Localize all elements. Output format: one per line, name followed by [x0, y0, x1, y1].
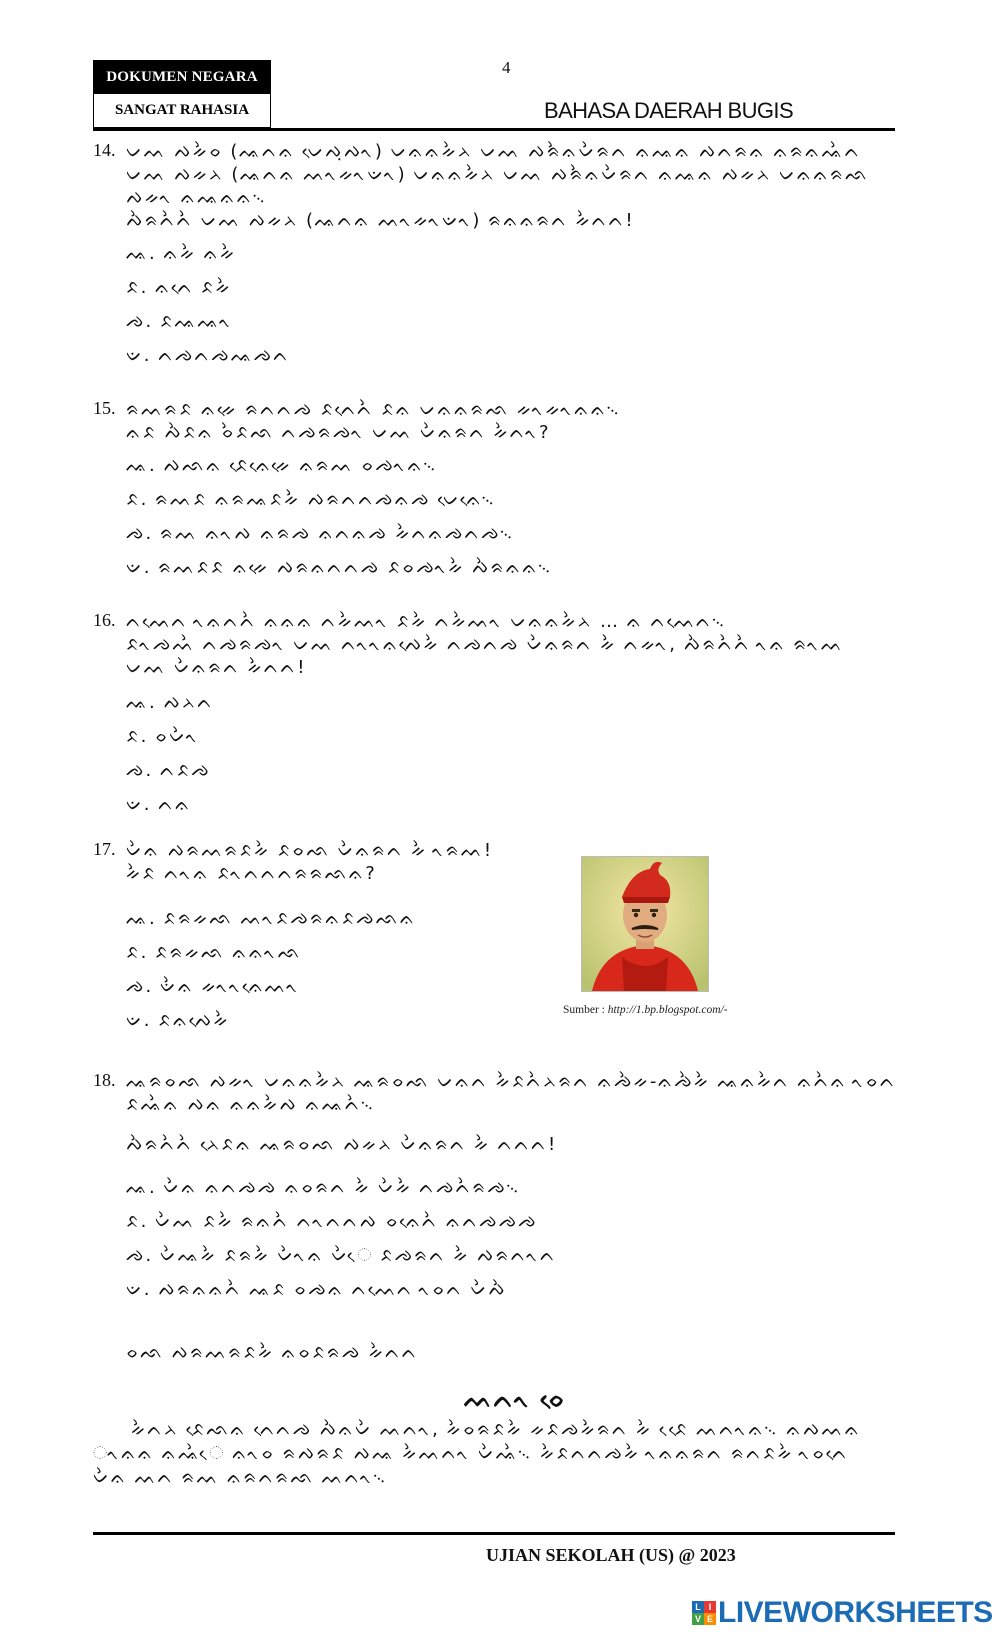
- option-c[interactable]: ᨌ. ᨅᨕᨕᨚ: [126, 311, 233, 332]
- question-text: [126, 140, 916, 232]
- option-c[interactable]: ᨌ. ᨉᨛᨊ ᨀᨚᨚᨊᨙᨓᨚ: [126, 976, 301, 997]
- option-b[interactable]: ᨅ. ᨔᨆᨛᨚ: [126, 726, 200, 747]
- option-b[interactable]: ᨅ. ᨅᨑᨀᨒ ᨊᨊᨚᨒ: [126, 942, 302, 963]
- option-c[interactable]: ᨌ. ᨑᨓ ᨊᨚᨄ ᨊᨑᨌ ᨊᨈᨊᨌ ᨀᨛᨈᨊᨌᨈᨌ᨞: [126, 523, 515, 544]
- reading-line: ᨆᨛᨊ ᨓᨈ ᨑᨓ ᨊᨑᨈᨑᨒ ᨓᨈᨚ᨞: [93, 1467, 388, 1488]
- option-c[interactable]: ᨌ. ᨆᨛᨕᨀᨛ ᨅᨑᨀᨛ ᨆᨛᨚᨊ ᨆᨛᨙ ᨅᨌᨑᨈ ᨀᨛ ᨄᨑᨈᨚᨈ: [126, 1245, 557, 1266]
- question-number: 16.: [93, 610, 116, 630]
- logo-letter: E: [704, 1613, 716, 1625]
- question-text: [126, 398, 916, 444]
- question-number: 14.: [93, 140, 116, 160]
- logo-letter: I: [704, 1601, 716, 1613]
- caption-label: Sumber :: [563, 1004, 605, 1016]
- reading-title: ᨓᨈᨚ ᨔᨙ: [464, 1385, 566, 1413]
- exam-label: UJIAN SEKOLAH (US) @ 2023: [486, 1545, 736, 1565]
- secrecy-label: SANGAT RAHASIA: [94, 94, 270, 127]
- option-a[interactable]: ᨕ. ᨄᨂᨈ: [126, 692, 215, 713]
- question-line: ᨄᨛᨑᨈᨛᨈᨛ ᨂᨙᨅᨊ ᨕᨑᨔᨒ ᨄᨀᨂ ᨆᨛᨊᨑᨈ ᨀᨛ ᨈᨈᨈ!: [126, 1134, 557, 1155]
- question-line: ᨆᨛᨊ ᨄᨑᨓᨑᨅᨀᨛ ᨅᨔᨒ ᨆᨛᨊᨑᨈ ᨀᨛ ᨚᨑᨓ!: [126, 840, 493, 861]
- question-line: ᨆᨓ ᨆᨛᨊᨑᨈ ᨀᨛᨈᨈ!: [126, 657, 307, 678]
- question-line: ᨑᨓᨑᨅ ᨊᨀᨙ ᨑᨈᨈᨌ ᨅᨈᨙᨈᨛ ᨅᨊ ᨆᨊᨊᨑᨒ ᨀᨚᨀᨚᨊᨊ᨞: [126, 399, 622, 420]
- option-a[interactable]: ᨕ. ᨊᨀᨛ ᨊᨀᨛ: [126, 243, 237, 264]
- question-line: ᨀᨛᨅ ᨈᨚᨊ ᨅᨚᨈᨈᨈᨑᨑᨒᨊ?: [126, 863, 377, 884]
- question-number: 18.: [93, 1070, 116, 1090]
- question-line: ᨅᨕᨛᨊ ᨄᨊ ᨊᨊᨀᨛᨄ ᨊᨕᨈᨛ᨞: [126, 1094, 376, 1115]
- liveworksheets-logo-icon: [692, 1601, 716, 1625]
- question-number: 15.: [93, 398, 116, 418]
- question-line: ᨄᨛᨑᨈᨛᨈᨛ ᨆᨓ ᨄᨀᨂ (ᨕᨈᨊ ᨓᨚᨀᨚᨉᨚ) ᨑᨊᨊᨑᨈ ᨀᨛᨈᨈ!: [126, 210, 635, 231]
- hero-portrait-image: [581, 856, 709, 992]
- caption-url[interactable]: http://1.bp.blogspot.com/-: [607, 1004, 728, 1016]
- question-line: ᨆᨓ ᨄᨀᨛᨔ (ᨕᨈᨊ ᨆᨙᨄᨘᨄᨚ) ᨆᨊᨊᨀᨛᨂ ᨆᨓ ᨄᨑᨛᨊᨆᨛᨑᨈ ᨊᨕᨊ ᨄᨈᨑᨊ ᨊᨑᨊᨕᨛᨈ: [126, 141, 862, 162]
- reading-line: ᨀᨛᨈᨂ ᨅᨙᨒᨊ ᨈᨙᨈᨌ ᨄᨛᨊᨆᨛ ᨓᨈᨚ, ᨀᨛᨔᨑᨅᨀᨛ ᨀᨅᨌᨀᨛᨑᨈ ᨀᨛ ᨅᨙᨙ ᨓᨈᨚᨊ᨞ ᨊᨄᨓᨊ: [131, 1419, 862, 1440]
- option-b[interactable]: ᨅ. ᨆᨛᨓ ᨅᨀᨛ ᨑᨊᨈᨛ ᨈᨚᨈᨈᨄ ᨔᨊᨙᨈᨛ ᨊᨈᨌᨌᨌ: [126, 1211, 538, 1232]
- reading-instruction: ᨔᨒ ᨄᨑᨓᨑᨅᨀᨛ ᨊᨔᨅᨑᨌ ᨀᨛᨈᨈ: [126, 1342, 419, 1363]
- question-line: ᨄᨀᨚ ᨊᨕᨊᨊ᨞: [126, 187, 268, 208]
- question-text: [126, 610, 916, 679]
- option-b[interactable]: ᨅ. ᨊᨈᨙ ᨅᨀᨛ: [126, 277, 232, 298]
- question-line-blank: [126, 1116, 916, 1133]
- figure-caption: [563, 1004, 728, 1016]
- logo-letter: L: [692, 1601, 704, 1613]
- question-line: ᨕᨑᨔᨒ ᨄᨀᨚ ᨆᨊᨊᨀᨛᨂ ᨕᨑᨔᨒ ᨆᨊᨈ ᨀᨛᨅᨈᨛᨂᨑᨈ ᨊᨌᨛᨀ-ᨊᨌᨛᨀᨛ ᨕᨊᨀᨛᨈ ᨊᨈᨛᨊ ᨚᨔᨈ: [126, 1071, 897, 1092]
- subject-title: BAHASA DAERAH BUGIS: [544, 98, 794, 123]
- portrait-illustration: [582, 857, 708, 991]
- question-text: [126, 839, 606, 885]
- option-a[interactable]: ᨕ. ᨅᨑᨀᨒ ᨓᨚᨅᨌᨑᨊᨅᨌᨒᨊ: [126, 908, 417, 929]
- watermark-text: LIVEWORKSHEETS: [718, 1596, 993, 1629]
- reading-line: ᨚᨊᨊ ᨊᨕᨛᨙ ᨊᨚᨔ ᨑᨄᨑᨅ ᨄᨕ ᨀᨛᨓᨈᨚ ᨆᨛᨕᨛ᨞ ᨀᨛᨅᨈᨈᨌᨀᨛ ᨚᨊᨊᨑᨈ ᨑᨈᨅᨀᨛ ᨚᨔᨈᨙ: [93, 1443, 849, 1464]
- header-rule: [93, 128, 895, 131]
- option-d[interactable]: ᨉ. ᨅᨊᨄᨙᨀᨛ: [126, 1010, 230, 1031]
- option-a[interactable]: ᨕ. ᨄᨒᨊ ᨅᨙᨊᨙᨀᨙ ᨊᨑᨓ ᨔᨌᨚᨊ᨞: [126, 455, 439, 476]
- logo-letter: V: [692, 1613, 704, 1625]
- option-b[interactable]: ᨅ. ᨑᨓᨅ ᨊᨑᨕᨅᨀᨛ ᨄᨑᨈᨈᨌᨊᨌ ᨆᨙᨊᨙ᨞: [126, 489, 497, 510]
- page-number: 4: [502, 58, 511, 77]
- question-number: 17.: [93, 839, 116, 859]
- option-d[interactable]: ᨉ. ᨑᨓᨅᨅ ᨊᨀᨙ ᨄᨑᨊᨈᨈᨌ ᨅᨔᨌᨚᨀᨛ ᨄᨛᨑᨊᨊ᨞: [126, 557, 553, 578]
- footer-rule: [93, 1532, 895, 1535]
- doc-label: DOKUMEN NEGARA: [94, 61, 270, 94]
- option-d[interactable]: ᨉ. ᨄᨑᨊᨊᨈᨛ ᨕᨅ ᨔᨌᨊ ᨈᨓᨙᨈ ᨚᨔᨈ ᨆᨛᨄᨛ: [126, 1279, 508, 1300]
- question-line: ᨅᨚᨌᨓᨛ ᨈᨌᨑᨌᨚ ᨆᨓ ᨈᨚᨚᨊᨄᨙᨀᨛ ᨈᨌᨈᨌ ᨆᨛᨊᨑᨈ ᨀᨛ ᨈᨀᨚ, ᨄᨛᨑᨈᨛᨈᨛ ᨚᨊ ᨑᨚᨓ: [126, 634, 844, 655]
- liveworksheets-watermark[interactable]: [692, 1596, 993, 1630]
- option-d[interactable]: ᨉ. ᨈᨌᨈᨌᨕᨌᨈ: [126, 345, 291, 366]
- question-line: ᨊᨅ ᨄᨛᨅᨊ ᨔᨛᨅᨒ ᨈᨌᨑᨌᨚ ᨆᨓ ᨆᨛᨊᨑᨈ ᨀᨛᨈᨚ?: [126, 422, 551, 443]
- option-d[interactable]: ᨉ. ᨈᨊ: [126, 794, 192, 815]
- option-a[interactable]: ᨕ. ᨆᨛᨊ ᨊᨈᨌᨌ ᨊᨔᨑᨈ ᨀᨛ ᨆᨛᨀᨛ ᨈᨌᨈᨛᨑᨌ᨞: [126, 1177, 522, 1198]
- reading-passage: [93, 1418, 923, 1490]
- question-text: [126, 1070, 916, 1156]
- classification-box: [93, 60, 271, 128]
- question-line: ᨈᨓᨙᨈ ᨚᨊᨈᨈᨛ ᨊᨊᨊ ᨈᨀᨛᨓᨚ ᨅᨀᨛ ᨈᨀᨛᨓᨚ ᨆᨊᨊᨀᨛᨂ … ᨊ ᨈᨓᨙᨈ᨞: [126, 611, 727, 632]
- question-line: ᨆᨓ ᨄᨀᨂ (ᨕᨈᨊ ᨓᨚᨀᨚᨉᨚ) ᨆᨊᨊᨀᨛᨂ ᨆᨓ ᨄᨑᨛᨊᨆᨛᨑᨈ ᨊᨕᨊ ᨄᨀᨂ ᨆᨊᨊᨑᨒ: [126, 164, 870, 185]
- option-c[interactable]: ᨌ. ᨈᨅᨌ: [126, 760, 211, 781]
